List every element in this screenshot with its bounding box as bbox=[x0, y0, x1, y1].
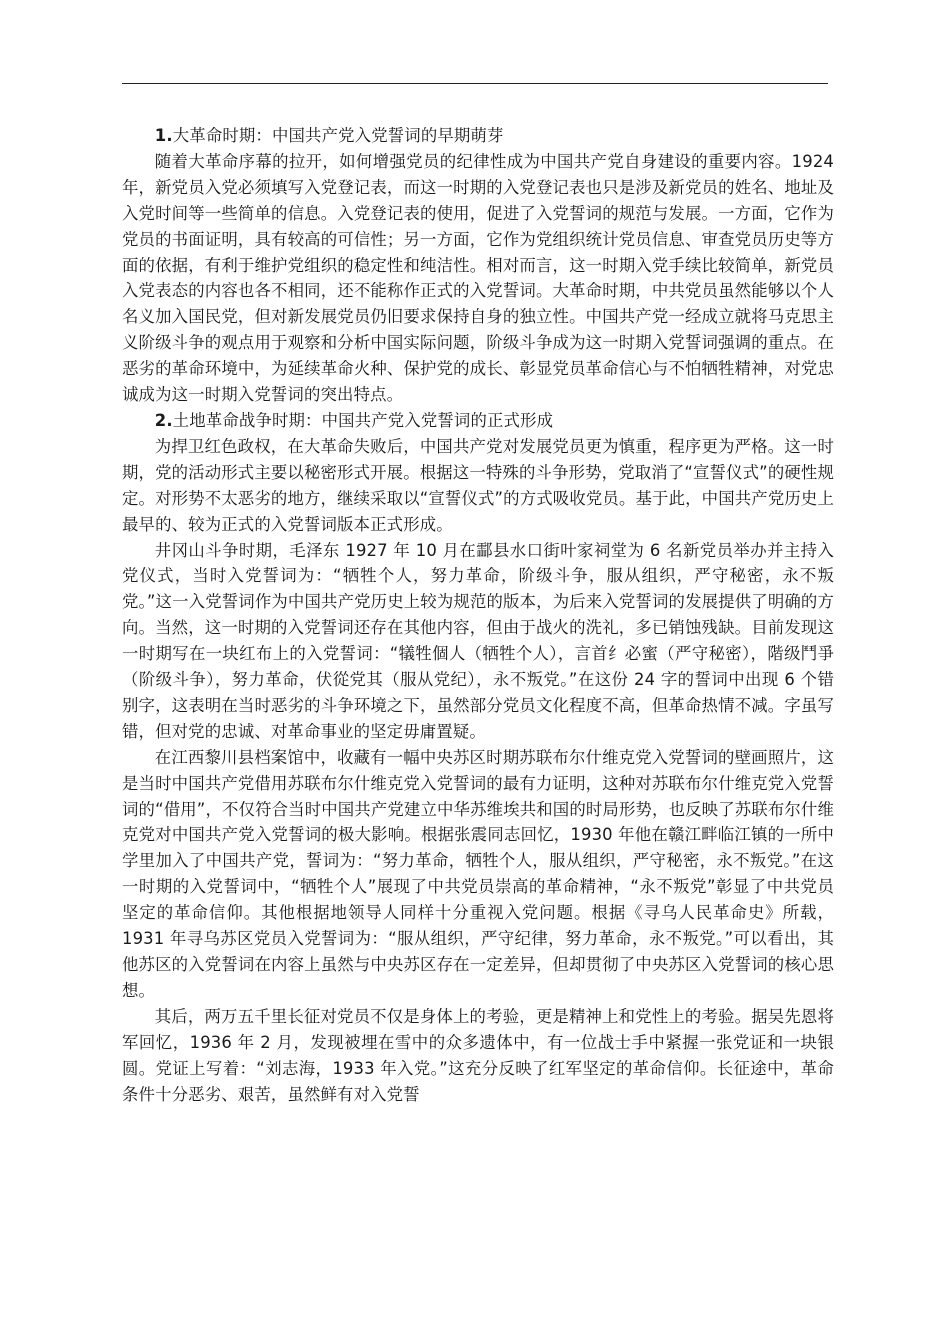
section-number: 2. bbox=[154, 410, 173, 430]
paragraph: 其后，两万五千里长征对党员不仅是身体上的考验，更是精神上和党性上的考验。据吴先恩将军回忆，1936 年 2 月，发现被埋在雪中的众多遗体中，有一位战士手中紧握一张党证和一块银圆。党证上写着：“刘志海，1933 年入党。”这充分反映了红军坚定的革命信仰。长征途中，革命条件十分恶劣、艰苦，虽然鲜有对入党誓 bbox=[122, 1006, 834, 1104]
paragraph: 井冈山斗争时期，毛泽东 1927 年 10 月在酃县水口街叶家祠堂为 6 名新党员举办并主持入党仪式，当时入党誓词为：“牺牲个人，努力革命，阶级斗争，服从组织，严守秘密，永不叛党。”这一入党誓词作为中国共产党历史上较为规范的版本，为后来入党誓词的发展提供了明确的方向。当然，这一时期的入党誓词还存在其他内容，但由于战火的洗礼，多已销蚀残缺。目前发现这一时期写在一块红布上的入党誓词：“犠牲個人（牺牲个人），言首纟必蜜（严守秘密），階级鬥爭（阶级斗争），努力革命，伏從党其（服从党纪），永不叛党。”在这份 24 字的誓词中出现 6 个错别字，这表明在当时恶劣的斗争环境之下，虽然部分党员文化程度不高，但革命热情不减。字虽写错，但对党的忠诚、对革命事业的坚定毋庸置疑。 bbox=[122, 540, 834, 741]
paragraph: 随着大革命序幕的拉开，如何增强党员的纪律性成为中国共产党自身建设的重要内容。1924 年，新党员入党必须填写入党登记表，而这一时期的入党登记表也只是涉及新党员的姓名、地址及入党时间等一些简单的信息。入党登记表的使用，促进了入党誓词的规范与发展。一方面，它作为党员的书面证明，具有较高的可信性；另一方面，它作为党组织统计党员信息、审查党员历史等方面的依据，有利于维护党组织的稳定性和纯洁性。相对而言，这一时期入党手续比较简单，新党员入党表态的内容也各不相同，还不能称作正式的入党誓词。大革命时期，中共党员虽然能够以个人名义加入国民党，但对新发展党员仍旧要求保持自身的独立性。中国共产党一经成立就将马克思主义阶级斗争的观点用于观察和分析中国实际问题，阶级斗争成为这一时期入党誓词强调的重点。在恶劣的革命环境中，为延续革命火种、保护党的成长、彰显党员革命信心与不怕牺牲精神，对党忠诚成为这一时期入党誓词的突出特点。 bbox=[122, 151, 834, 405]
paragraph: 为捍卫红色政权，在大革命失败后，中国共产党对发展党员更为慎重，程序更为严格。这一时期，党的活动形式主要以秘密形式开展。根据这一特殊的斗争形势，党取消了“宣誓仪式”的硬性规定。对形势不太恶劣的地方，继续采取以“宣誓仪式”的方式吸收党员。基于此，中国共产党历史上最早的、较为正式的入党誓词版本正式形成。 bbox=[122, 436, 834, 534]
section-number: 1. bbox=[154, 126, 173, 145]
section-title: 大革命时期：中国共产党入党誓词的早期萌芽 bbox=[172, 126, 504, 145]
section-heading-1 bbox=[122, 123, 834, 149]
paragraph: 在江西黎川县档案馆中，收藏有一幅中央苏区时期苏联布尔什维克党入党誓词的壁画照片，这是当时中国共产党借用苏联布尔什维克党入党誓词的最有力证明，这种对苏联布尔什维克党入党誓词的“借用”，不仅符合当时中国共产党建立中华苏维埃共和国的时局形势，也反映了苏联布尔什维克党对中国共产党入党誓词的极大影响。根据张震同志回忆，1930 年他在赣江畔临江镇的一所中学里加入了中国共产党，誓词为：“努力革命，牺牲个人，服从组织，严守秘密，永不叛党。”在这一时期的入党誓词中，“牺牲个人”展现了中共党员崇高的革命精神，“永不叛党”彰显了中共党员坚定的革命信仰。其他根据地领导人同样十分重视入党问题。根据《寻乌人民革命史》所载，1931 年寻乌苏区党员入党誓词为：“服从组织，严守纪律，努力革命，永不叛党。”可以看出，其他苏区的入党誓词在内容上虽然与中央苏区存在一定差异，但却贯彻了中央苏区入党誓词的核心思想。 bbox=[122, 747, 834, 1000]
document-body bbox=[122, 123, 834, 1107]
header-rule bbox=[122, 83, 828, 84]
section-title: 土地革命战争时期：中国共产党入党誓词的正式形成 bbox=[172, 410, 554, 430]
section-heading-2 bbox=[122, 408, 834, 434]
